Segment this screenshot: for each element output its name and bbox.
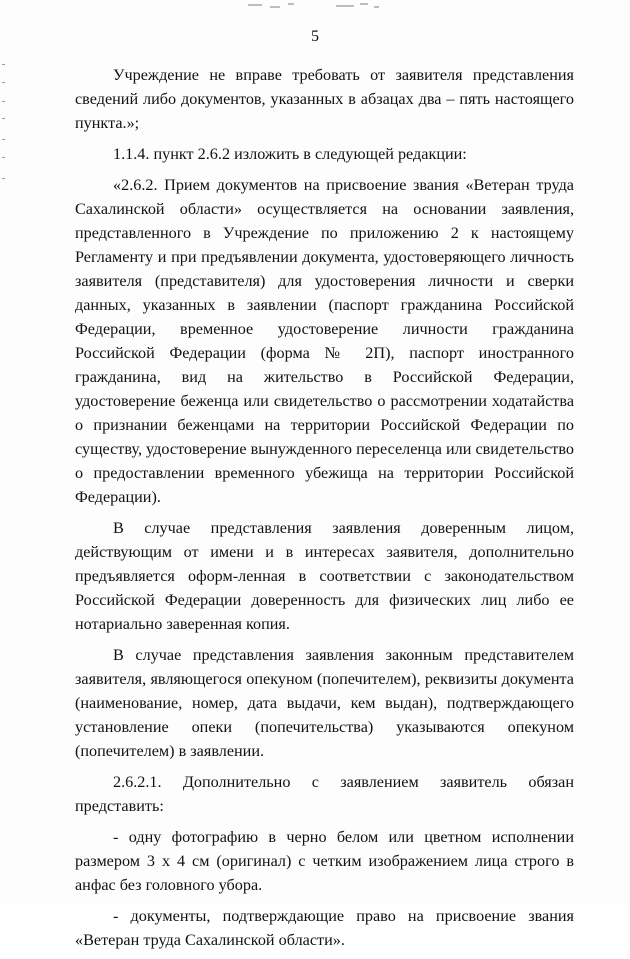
list-item-photo: - одну фотографию в черно белом или цветном исполнении размером 3 х 4 см (оригинал) с четким изображением лица строго в анфас без головного убора. (75, 828, 574, 894)
scan-edge-noise (0, 60, 8, 190)
paragraph-legal-representative: В случае представления заявления законным представителем заявителя, являющегося опекуном (попечителем), реквизиты документа (наименование, номер, дата выдачи, кем выдан), подтверждающего установление опеки (попечительства) указываются опекуном (попечителем) в заявлении. (75, 646, 574, 760)
paragraph-clause-1-1-4: 1.1.4. пункт 2.6.2 изложить в следующей редакции: (113, 145, 467, 163)
list-item-documents: - документы, подтверждающие право на присвоение звания «Ветеран труда Сахалинской области». (75, 907, 574, 949)
scan-artifact-marks (240, 0, 400, 14)
paragraph-clause-2-6-2: «2.6.2. Прием документов на присвоение звания «Ветеран труда Сахалинской области» осуществляется на основании заявления, представленного в Учреждение по приложению 2 к настоящему Регламенту и при предъявлении документа, удостоверяющего личность заявителя (представителя) для удостоверения личности и сверки данных, указанных в заявлении (паспорт гражданина Российской Федерации, временное удостоверение личности гражданина Российской Федерации (форма № 2П), паспорт иностранного гражданина, вид на жительство в Российской Федерации, удостоверение беженца или свидетельство о рассмотрении ходатайства о признании беженцами на территории Российской Федерации по существу, удостоверение вынужденного переселенца или свидетельство о предоставлении временного убежища на территории Российской Федерации). (75, 176, 574, 506)
page-number: 5 (311, 28, 319, 45)
paragraph-clause-2-6-2-1: 2.6.2.1. Дополнительно с заявлением заявитель обязан представить: (75, 773, 574, 815)
paragraph-proxy-submission: В случае представления заявления доверенным лицом, действующим от имени и в интересах заявителя, дополнительно предъявляется оформ-ленная в соответствии с законодательством Российской Федерации доверенность для физических лиц либо ее нотариально заверенная копия. (75, 519, 574, 633)
document-body (75, 63, 574, 959)
paragraph-institution-restriction: Учреждение не вправе требовать от заявителя представления сведений либо документов, указанных в абзацах два – пять настоящего пункта.»; (75, 66, 574, 132)
